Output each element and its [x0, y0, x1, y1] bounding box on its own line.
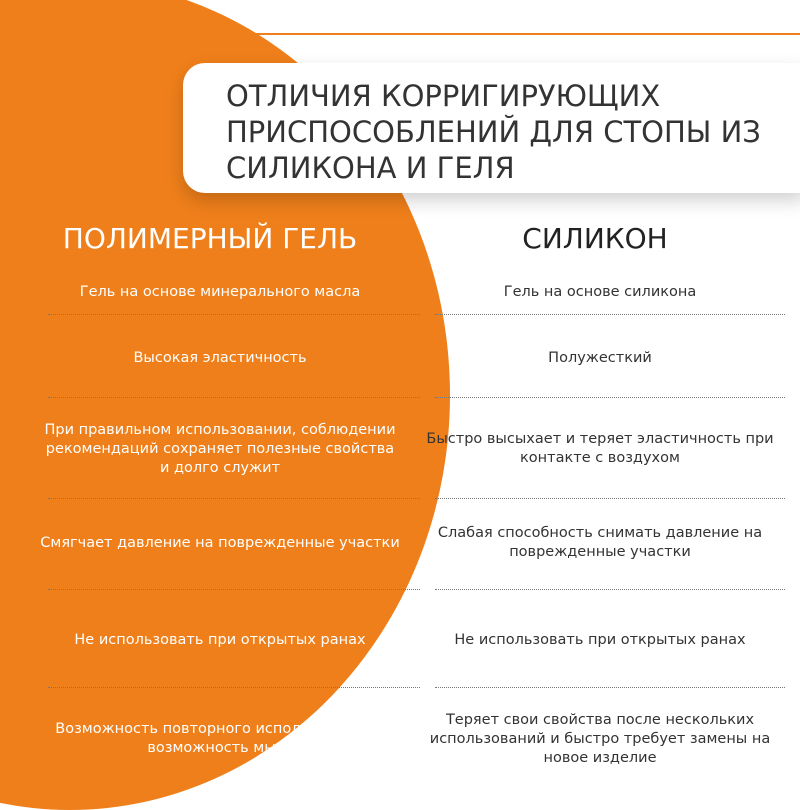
silicone-row-6: Теряет свои свойства после нескольких использований и быстро требует замены на новое изделие: [429, 711, 771, 766]
column-header-silicone: СИЛИКОН: [522, 222, 668, 255]
silicone-row-3: Быстро высыхает и теряет эластичность при контакте с воздухом: [426, 431, 774, 466]
row-divider: [435, 498, 785, 499]
column-header-gel: ПОЛИМЕРНЫЙ ГЕЛЬ: [62, 222, 358, 255]
row-divider: [435, 589, 785, 590]
silicone-row-2: Полужесткий: [548, 349, 652, 366]
gel-row-3: При правильном использовании, соблюдении рекомендаций сохраняет полезные свойства и долго служит: [44, 421, 396, 476]
row-divider: [48, 314, 420, 315]
gel-row-4: Смягчает давление на поврежденные участки: [40, 534, 400, 551]
row-divider: [435, 314, 785, 315]
row-divider: [48, 589, 420, 590]
gel-row-1: Гель на основе минерального масла: [79, 283, 361, 300]
top-accent-line: [160, 33, 800, 35]
silicone-row-4: Слабая способность снимать давление на поврежденные участки: [437, 525, 763, 560]
gel-row-6: Возможность повторного использования и возможность мыть: [55, 721, 385, 756]
row-divider: [435, 687, 785, 688]
page-title: ОТЛИЧИЯ КОРРИГИРУЮЩИХ ПРИСПОСОБЛЕНИЙ ДЛЯ СТОПЫ ИЗ СИЛИКОНА И ГЕЛЯ: [226, 79, 761, 185]
row-divider: [48, 397, 420, 398]
row-divider: [48, 498, 420, 499]
silicone-row-1: Гель на основе силикона: [503, 283, 697, 300]
silicone-row-5: Не использовать при открытых ранах: [454, 631, 746, 648]
row-divider: [435, 397, 785, 398]
gel-row-5: Не использовать при открытых ранах: [74, 631, 366, 648]
row-divider: [48, 687, 420, 688]
gel-row-2: Высокая эластичность: [133, 349, 307, 366]
